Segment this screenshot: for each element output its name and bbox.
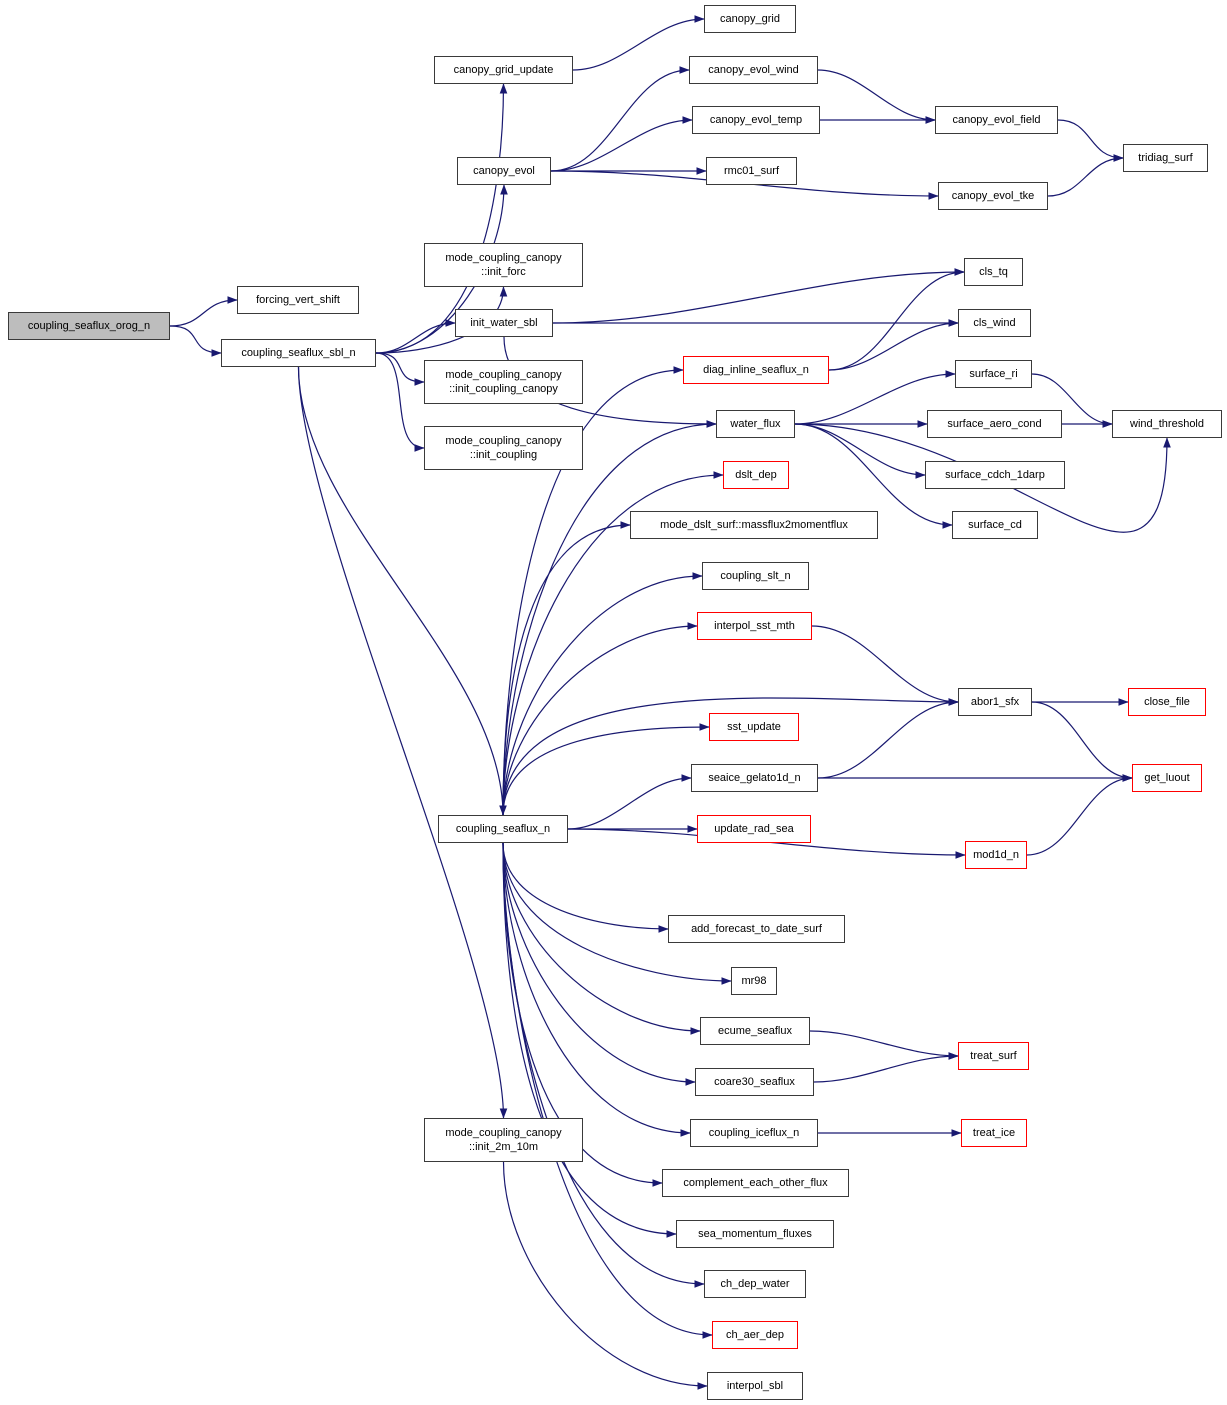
- node-label: canopy_evol_wind: [708, 63, 799, 76]
- node-add_forecast_to_date_surf[interactable]: [668, 915, 845, 943]
- edge-coupling_seaflux_n-to-coupling_slt_n: [503, 576, 702, 815]
- node-label: cls_wind: [973, 316, 1016, 329]
- node-forcing_vert_shift[interactable]: [237, 286, 359, 314]
- node-label: canopy_evol_temp: [709, 113, 803, 126]
- node-surface_aero_cond[interactable]: [927, 410, 1062, 438]
- node-canopy_grid_update[interactable]: [434, 56, 573, 84]
- node-label: sst_update: [727, 720, 781, 733]
- node-init_2m_10m[interactable]: [424, 1118, 583, 1162]
- node-label: canopy_evol_field: [952, 113, 1041, 126]
- node-label: seaice_gelato1d_n: [708, 771, 801, 784]
- node-label: coare30_seaflux: [714, 1075, 795, 1088]
- node-update_rad_sea[interactable]: [697, 815, 811, 843]
- node-label: canopy_grid: [720, 12, 780, 25]
- edge-ecume_seaflux-to-treat_surf: [810, 1031, 958, 1056]
- node-label: coupling_seaflux_n: [455, 822, 551, 835]
- node-canopy_evol_temp[interactable]: [692, 106, 820, 134]
- node-water_flux[interactable]: [716, 410, 795, 438]
- node-surface_ri[interactable]: [955, 360, 1032, 388]
- edge-mod1d_n-to-get_luout: [1027, 778, 1132, 855]
- node-cls_wind[interactable]: [958, 309, 1031, 337]
- node-cls_tq[interactable]: [964, 258, 1023, 286]
- edge-canopy_evol_wind-to-canopy_evol_field: [818, 70, 935, 120]
- node-label: tridiag_surf: [1138, 151, 1193, 164]
- edge-coupling_seaflux_n-to-add_forecast_to_date_surf: [503, 843, 668, 929]
- node-label: add_forecast_to_date_surf: [691, 922, 822, 935]
- edge-coupling_seaflux_sbl_n-to-init_2m_10m: [299, 367, 504, 1118]
- node-label: mode_coupling_canopy: [445, 368, 562, 381]
- node-label: complement_each_other_flux: [683, 1176, 828, 1189]
- node-label: coupling_slt_n: [720, 569, 791, 582]
- edge-canopy_evol-to-canopy_evol_wind: [551, 70, 689, 171]
- node-coare30_seaflux[interactable]: [695, 1068, 814, 1096]
- node-canopy_evol_field[interactable]: [935, 106, 1058, 134]
- node-label: mode_coupling_canopy: [445, 434, 562, 447]
- node-diag_inline_seaflux_n[interactable]: [683, 356, 829, 384]
- node-label: surface_aero_cond: [947, 417, 1042, 430]
- node-label: ecume_seaflux: [718, 1024, 792, 1037]
- node-label: canopy_evol_tke: [951, 189, 1035, 202]
- node-label: canopy_evol: [473, 164, 535, 177]
- node-complement_each_other_flux[interactable]: [662, 1169, 849, 1197]
- node-mr98[interactable]: [731, 967, 777, 995]
- node-surface_cdch_1darp[interactable]: [925, 461, 1065, 489]
- node-coupling_seaflux_n[interactable]: [438, 815, 568, 843]
- node-canopy_grid[interactable]: [704, 5, 796, 33]
- node-label: water_flux: [730, 417, 781, 430]
- node-label: surface_cdch_1darp: [945, 468, 1045, 481]
- edge-abor1_sfx-to-get_luout: [1032, 702, 1132, 778]
- node-label: mr98: [741, 974, 767, 987]
- edge-interpol_sst_mth-to-abor1_sfx: [812, 626, 958, 702]
- node-coupling_seaflux_orog_n[interactable]: [8, 312, 170, 340]
- node-label: init_water_sbl: [470, 316, 538, 329]
- node-interpol_sbl[interactable]: [707, 1372, 803, 1400]
- node-label: surface_cd: [968, 518, 1022, 531]
- edge-water_flux-to-surface_cdch_1darp: [795, 424, 925, 475]
- node-label: canopy_grid_update: [453, 63, 554, 76]
- node-label: ch_dep_water: [720, 1277, 790, 1290]
- node-coupling_slt_n[interactable]: [702, 562, 809, 590]
- node-label: coupling_iceflux_n: [708, 1126, 800, 1139]
- node-label: mode_coupling_canopy: [445, 251, 562, 264]
- edge-coupling_seaflux_sbl_n-to-init_coupling_canopy: [376, 353, 424, 382]
- node-init_coupling[interactable]: [424, 426, 583, 470]
- node-abor1_sfx[interactable]: [958, 688, 1032, 716]
- node-label: dslt_dep: [735, 468, 777, 481]
- node-label: abor1_sfx: [970, 695, 1020, 708]
- node-treat_ice[interactable]: [961, 1119, 1027, 1147]
- node-canopy_evol_tke[interactable]: [938, 182, 1048, 210]
- node-canopy_evol_wind[interactable]: [689, 56, 818, 84]
- node-label: mod1d_n: [973, 848, 1019, 861]
- edge-diag_inline_seaflux_n-to-cls_tq: [829, 272, 964, 370]
- edge-canopy_evol_field-to-tridiag_surf: [1058, 120, 1123, 158]
- node-tridiag_surf[interactable]: [1123, 144, 1208, 172]
- node-init_water_sbl[interactable]: [455, 309, 553, 337]
- node-label: diag_inline_seaflux_n: [703, 363, 809, 376]
- node-label: treat_surf: [970, 1049, 1017, 1062]
- node-mod1d_n[interactable]: [965, 841, 1027, 869]
- node-label: coupling_seaflux_orog_n: [27, 319, 151, 332]
- node-label: ch_aer_dep: [725, 1328, 785, 1341]
- node-ch_dep_water[interactable]: [704, 1270, 806, 1298]
- node-label: coupling_seaflux_sbl_n: [241, 346, 356, 359]
- node-label: mode_coupling_canopy: [445, 1126, 562, 1139]
- edge-coupling_seaflux_n-to-sst_update: [503, 727, 709, 815]
- edge-seaice_gelato1d_n-to-abor1_sfx: [818, 702, 958, 778]
- node-init_coupling_canopy[interactable]: [424, 360, 583, 404]
- node-coupling_seaflux_sbl_n[interactable]: [221, 339, 376, 367]
- node-label-line2: ::init_coupling_canopy: [449, 383, 558, 395]
- edge-coare30_seaflux-to-treat_surf: [814, 1056, 958, 1082]
- edge-coupling_seaflux_n-to-seaice_gelato1d_n: [568, 778, 691, 829]
- edge-canopy_evol-to-canopy_evol_temp: [551, 120, 692, 171]
- node-sst_update[interactable]: [709, 713, 799, 741]
- node-label: interpol_sbl: [726, 1379, 784, 1392]
- node-label: forcing_vert_shift: [256, 293, 340, 306]
- edge-coupling_seaflux_n-to-massflux2momentflux: [503, 525, 630, 815]
- node-label: rmc01_surf: [723, 164, 780, 177]
- node-surface_cd[interactable]: [952, 511, 1038, 539]
- node-sea_momentum_fluxes[interactable]: [676, 1220, 834, 1248]
- node-get_luout[interactable]: [1132, 764, 1202, 792]
- node-label-line2: ::init_2m_10m: [468, 1141, 539, 1153]
- node-ch_aer_dep[interactable]: [712, 1321, 798, 1349]
- edge-coupling_seaflux_n-to-sea_momentum_fluxes: [503, 843, 676, 1234]
- edge-coupling_seaflux_n-to-coare30_seaflux: [503, 843, 695, 1082]
- node-treat_surf[interactable]: [958, 1042, 1029, 1070]
- node-label: cls_tq: [979, 265, 1008, 278]
- node-label: mode_dslt_surf::massflux2momentflux: [660, 518, 848, 531]
- node-label: close_file: [1144, 695, 1190, 708]
- edge-canopy_grid_update-to-canopy_grid: [573, 19, 704, 70]
- node-close_file[interactable]: [1128, 688, 1206, 716]
- edge-canopy_evol_tke-to-tridiag_surf: [1048, 158, 1123, 196]
- node-label: interpol_sst_mth: [714, 619, 795, 632]
- edge-coupling_seaflux_n-to-water_flux: [503, 424, 716, 815]
- edge-coupling_seaflux_n-to-coupling_iceflux_n: [503, 843, 690, 1133]
- node-label-line2: ::init_forc: [481, 266, 526, 278]
- node-massflux2momentflux[interactable]: [630, 511, 878, 539]
- node-rmc01_surf[interactable]: [706, 157, 797, 185]
- edge-coupling_seaflux_orog_n-to-coupling_seaflux_sbl_n: [170, 326, 221, 353]
- node-wind_threshold[interactable]: [1112, 410, 1222, 438]
- edge-coupling_seaflux_orog_n-to-forcing_vert_shift: [170, 300, 237, 326]
- node-label: get_luout: [1144, 771, 1190, 784]
- edge-diag_inline_seaflux_n-to-cls_wind: [829, 323, 958, 370]
- node-label: surface_ri: [969, 367, 1018, 380]
- node-ecume_seaflux[interactable]: [700, 1017, 810, 1045]
- edge-coupling_seaflux_sbl_n-to-init_water_sbl: [376, 323, 455, 353]
- node-label: treat_ice: [972, 1126, 1016, 1139]
- node-coupling_iceflux_n[interactable]: [690, 1119, 818, 1147]
- node-label-line2: ::init_coupling: [469, 449, 538, 461]
- node-label: wind_threshold: [1130, 417, 1204, 430]
- node-interpol_sst_mth[interactable]: [697, 612, 812, 640]
- edge-coupling_seaflux_n-to-mr98: [503, 843, 731, 981]
- edge-init_water_sbl-to-cls_tq: [553, 272, 964, 323]
- node-label: update_rad_sea: [714, 822, 794, 835]
- node-seaice_gelato1d_n[interactable]: [691, 764, 818, 792]
- node-label: sea_momentum_fluxes: [698, 1227, 812, 1240]
- node-canopy_evol[interactable]: [457, 157, 551, 185]
- node-init_forc[interactable]: [424, 243, 583, 287]
- node-dslt_dep[interactable]: [723, 461, 789, 489]
